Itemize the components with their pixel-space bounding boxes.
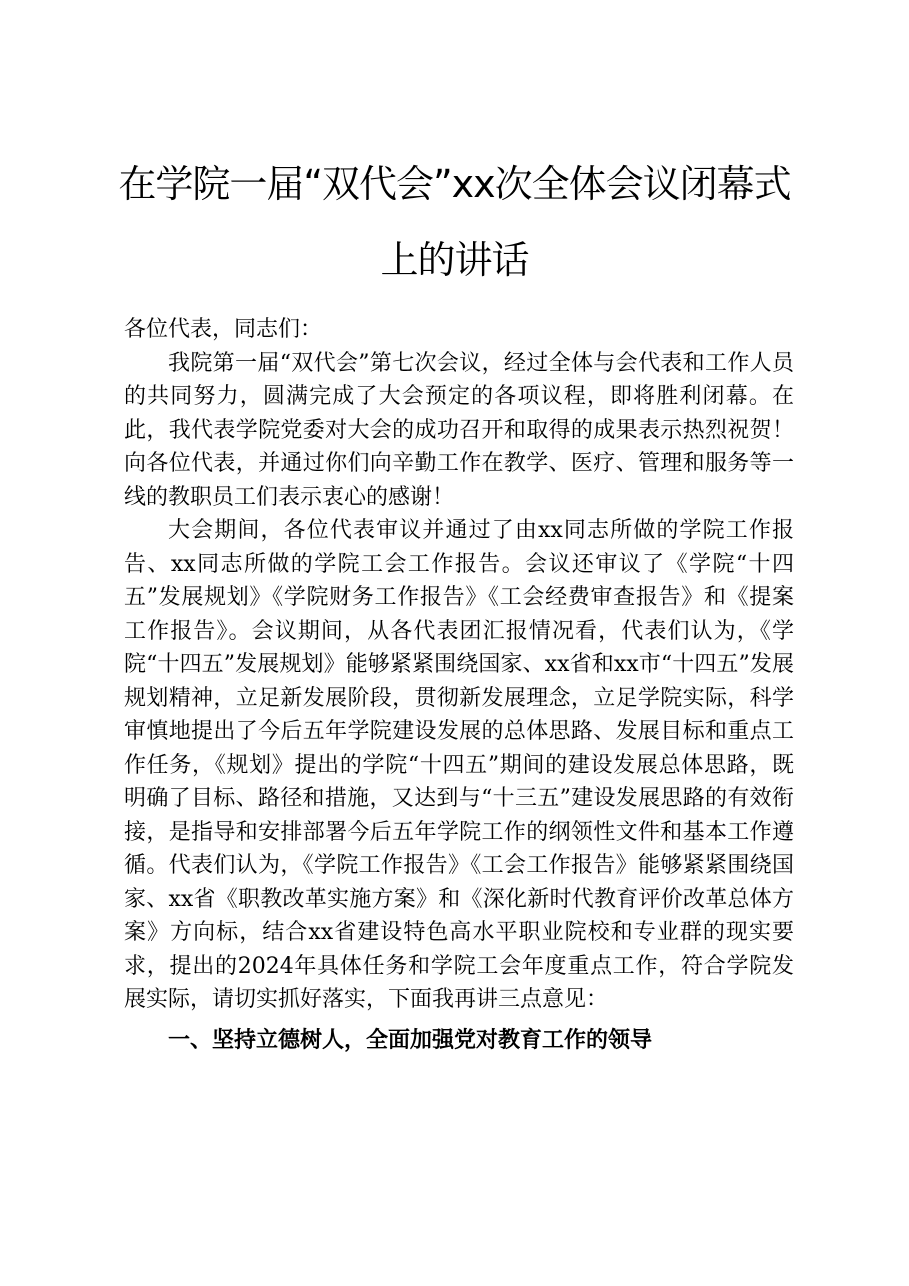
salutation: 各位代表，同志们： [124, 317, 323, 342]
title-line-1: 在学院一届“双代会”xx次全体会议闭幕式 [118, 162, 791, 206]
title-line-2: 上的讲话 [380, 238, 529, 282]
paragraph-2: 大会期间，各位代表审议并通过了由xx同志所做的学院工作报告、xx同志所做的学院工会工作报告。会议还审议了《学院“十四五”发展规划》《学院财务工作报告》《工会经费审查报告》和《提案工作报告》。会议期间，从各代表团汇报情况看，代表们认为，《学院“十四五”发展规划》能够紧紧围绕国家、xx省和xx市“十四五”发展规划精神，立足新发展阶段，贯彻新发展理念，立足学院实际，科学审慎地提出了今后五年学院建设发展的总体思路、发展目标和重点工作任务，《规划》提出的学院“十四五”期间的建设发展总体思路，既明确了目标、路径和措施，又达到与“十三五”建设发展思路的有效衔接，是指导和安排部署今后五年学院工作的纲领性文件和基本工作遵循。代表们认为，《学院工作报告》《工会工作报告》能够紧紧围绕国家、xx省《职教改革实施方案》和《深化新时代教育评价改革总体方案》方向标，结合xx省建设特色高水平职业院校和专业群的现实要求，提出的2024年具体任务和学院工会年度重点工作，符合学院发展实际，请切实抓好落实，下面我再讲三点意见： [124, 518, 794, 1012]
document-title [100, 146, 809, 298]
document-body [124, 313, 794, 1065]
section-heading-1: 一、坚持立德树人，全面加强党对教育工作的领导 [168, 1027, 653, 1053]
paragraph-1: 我院第一届“双代会”第七次会议，经过全体与会代表和工作人员的共同努力，圆满完成了大会预定的各项议程，即将胜利闭幕。在此，我代表学院党委对大会的成功召开和取得的成果表示热烈祝贺！向各位代表，并通过你们向辛勤工作在教学、医疗、管理和服务等一线的教职员工们表示衷心的感谢！ [124, 350, 794, 510]
